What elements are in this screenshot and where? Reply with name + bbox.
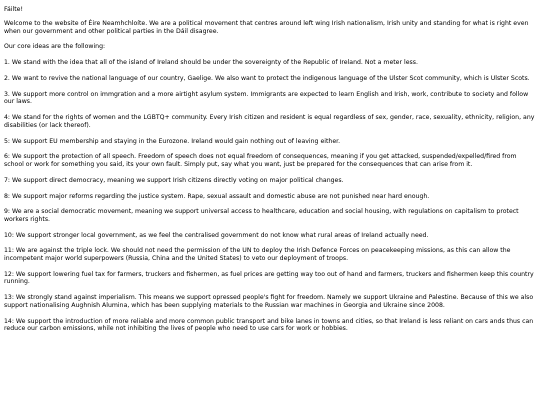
core-idea-10: 10: We support stronger local government, as we feel the centralised government do not know what rural areas of Ireland actually need.	[4, 231, 429, 239]
core-idea-1: 1. We stand with the idea that all of the island of Ireland should be under the sovereignty of the Republic of Ireland. Not a meter less.	[4, 59, 418, 67]
core-idea-3: 3. We support more control on immgration and a more airtight asylum system. Immigrants are expected to learn English and Irish, work, contribute to society and follow our laws.	[4, 90, 529, 106]
core-idea-2: 2. We want to revive the national language of our country, Gaelige. We also want to protect the indigenous language of the Ulster Scot community, which is Ulster Scots.	[4, 75, 530, 83]
core-idea-14: 14: We support the introduction of more reliable and more common public transport and bike lanes in towns and cities, so that Ireland is less reliant on cars ands thus can reduce our carbon emissions, while not inhibiting the lives of people who need to use cars for work or hobbies.	[4, 317, 534, 333]
core-idea-12: 12: We support lowering fuel tax for farmers, truckers and fishermen, as fuel prices are getting way too out of hand and farmers, truckers and fishermen keep this country running.	[4, 270, 534, 286]
core-idea-6: 6: We support the protection of all speech. Freedom of speech does not equal freedom of consequences, meaning if you get attacked, suspended/expelled/fired from school or work for something you said, its your own fault. Simply put, say what you want, just be prepared for the consequences that can arise from it.	[4, 153, 517, 168]
greeting-text: Fáilte!	[4, 6, 23, 13]
core-idea-7: 7: We support direct democracy, meaning we support Irish citizens directly voting on major political changes.	[4, 176, 344, 184]
core-idea-11: 11: We are against the triple lock. We should not need the permission of the UN to deploy the Irish Defence Forces on peacekeeping missions, as this can allow the incompetent major world superpowers (Russia, China and the United States) to veto our deployment of troops.	[4, 247, 511, 263]
core-idea-5: 5: We support EU membership and staying in the Eurozone. Ireland would gain nothing out of leaving either.	[4, 137, 341, 145]
intro-paragraph: Welcome to the website of Éire Neamhchloíte. We are a political movement that centres around left wing Irish nationalism, Irish unity and standing for what is right even when our government and other political parties in the Dáil disagree.	[4, 20, 529, 35]
core-idea-13: 13: We strongly stand against imperialism. This means we support opressed people's fight for freedom. Namely we support Ukraine and Palestine. Because of this we also support nationalising Aughnish Alumina, which has been supplying materials to the Russian war machines in Georgia and Ukraine since 2008.	[4, 294, 534, 309]
core-idea-4: 4: We stand for the rights of women and the LGBTQ+ community. Every Irish citizen and resident is equal regardless of sex, gender, race, sexuality, ethnicity, religion, any disabilities (or lack thereof).	[4, 114, 535, 129]
core-idea-9: 9: We are a social democratic movement, meaning we support universal access to healthcare, education and social housing, with regulations on capitalism to protect workers rights.	[4, 208, 519, 223]
core-idea-8: 8: We support major reforms regarding the justice system. Rape, sexual assault and domestic abuse are not punished near hard enough.	[4, 192, 430, 200]
core-ideas-heading: Our core ideas are the following:	[4, 43, 106, 51]
